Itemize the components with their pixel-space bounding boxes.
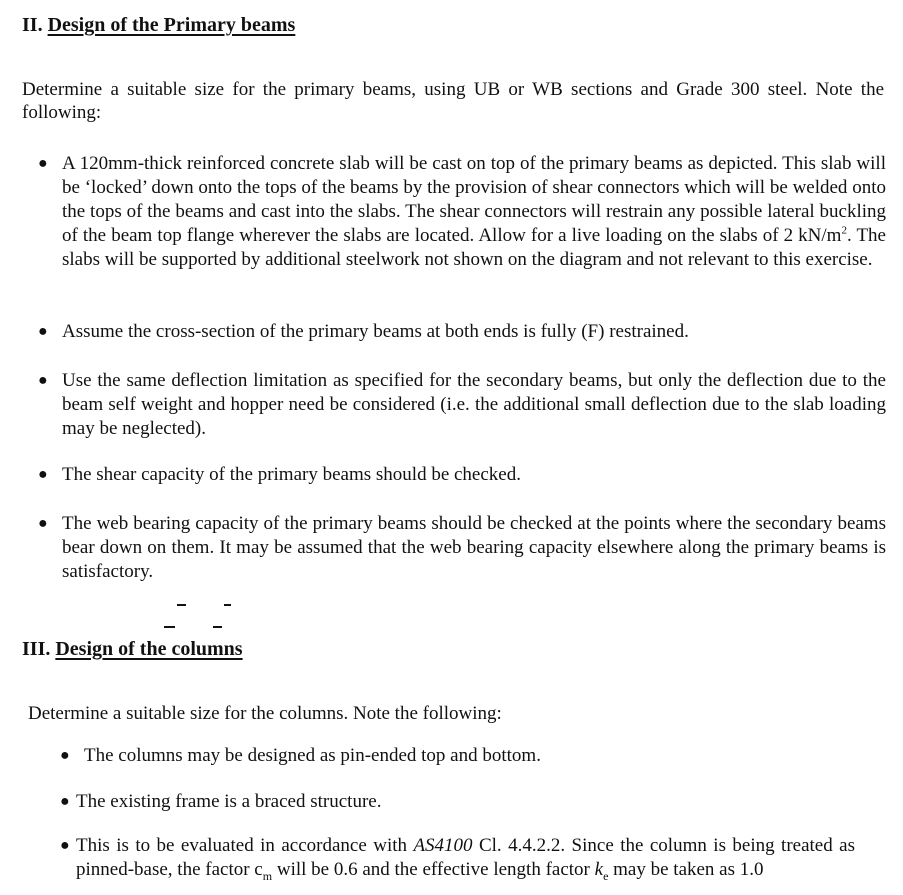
bullet-icon: ● bbox=[38, 323, 48, 340]
section-2-title: Design of the Primary beams bbox=[47, 14, 296, 36]
bullet-icon: ● bbox=[38, 155, 48, 172]
bullet-text: The shear capacity of the primary beams should be checked. bbox=[62, 464, 521, 485]
bullet-icon: ● bbox=[38, 372, 48, 389]
stray-mark bbox=[213, 626, 222, 628]
stray-mark bbox=[177, 604, 186, 606]
bullet-text: Assume the cross-section of the primary beams at both ends is fully (F) restrained. bbox=[62, 321, 689, 342]
bullet-text: A 120mm-thick reinforced concrete slab will be cast on top of the primary beams as depicted. This slab will be ‘locked’ down onto the tops of the beams by the provision of shear connectors which will be welded onto the tops of the beams and cast into the slabs. The shear connectors will restrain any possible lateral buckling of the beam top flange wherever the slabs are located. Allow for a live loading on the slabs of 2 $kN/m^2$. The slabs will be supported by additional steelwork not shown on the diagram and not relevant to this exercise. bbox=[62, 153, 886, 270]
stray-mark bbox=[224, 604, 231, 606]
bullet-icon: ● bbox=[60, 793, 70, 810]
section-3-heading bbox=[22, 638, 243, 661]
section-3-intro: Determine a suitable size for the columns. Note the following: bbox=[28, 703, 502, 724]
section-2-heading bbox=[22, 14, 295, 37]
bullet-text: This is to be evaluated in accordance with AS4100 Cl. 4.4.2.2. Since the column is being treated as pinned-base, the factor $c_m$ will be 0.6 and the effective length factor $k_e$ may be taken as 1.0 bbox=[76, 835, 855, 883]
bullet-icon: ● bbox=[60, 747, 70, 764]
bullet-icon: ● bbox=[60, 837, 70, 854]
section-2-intro: Determine a suitable size for the primary beams, using UB or WB sections and Grade 300 steel. Note the following: bbox=[22, 79, 884, 123]
bullet-icon: ● bbox=[38, 515, 48, 532]
bullet-text: The existing frame is a braced structure. bbox=[76, 791, 382, 812]
standard-reference: AS4100 bbox=[413, 835, 473, 856]
section-2-number: II. bbox=[22, 14, 43, 36]
section-3-number: III. bbox=[22, 638, 51, 660]
bullet-text: The web bearing capacity of the primary beams should be checked at the points where the secondary beams bear down on them. It may be assumed that the web bearing capacity elsewhere along the primary beams is satisfactory. bbox=[62, 513, 886, 582]
section-3-title: Design of the columns bbox=[55, 638, 243, 660]
stray-mark bbox=[164, 626, 175, 628]
bullet-icon: ● bbox=[38, 466, 48, 483]
bullet-text: Use the same deflection limitation as specified for the secondary beams, but only the deflection due to the beam self weight and hopper need be considered (i.e. the additional small deflection due to the slab loading may be neglected). bbox=[62, 370, 886, 439]
bullet-text: The columns may be designed as pin-ended top and bottom. bbox=[84, 745, 541, 766]
